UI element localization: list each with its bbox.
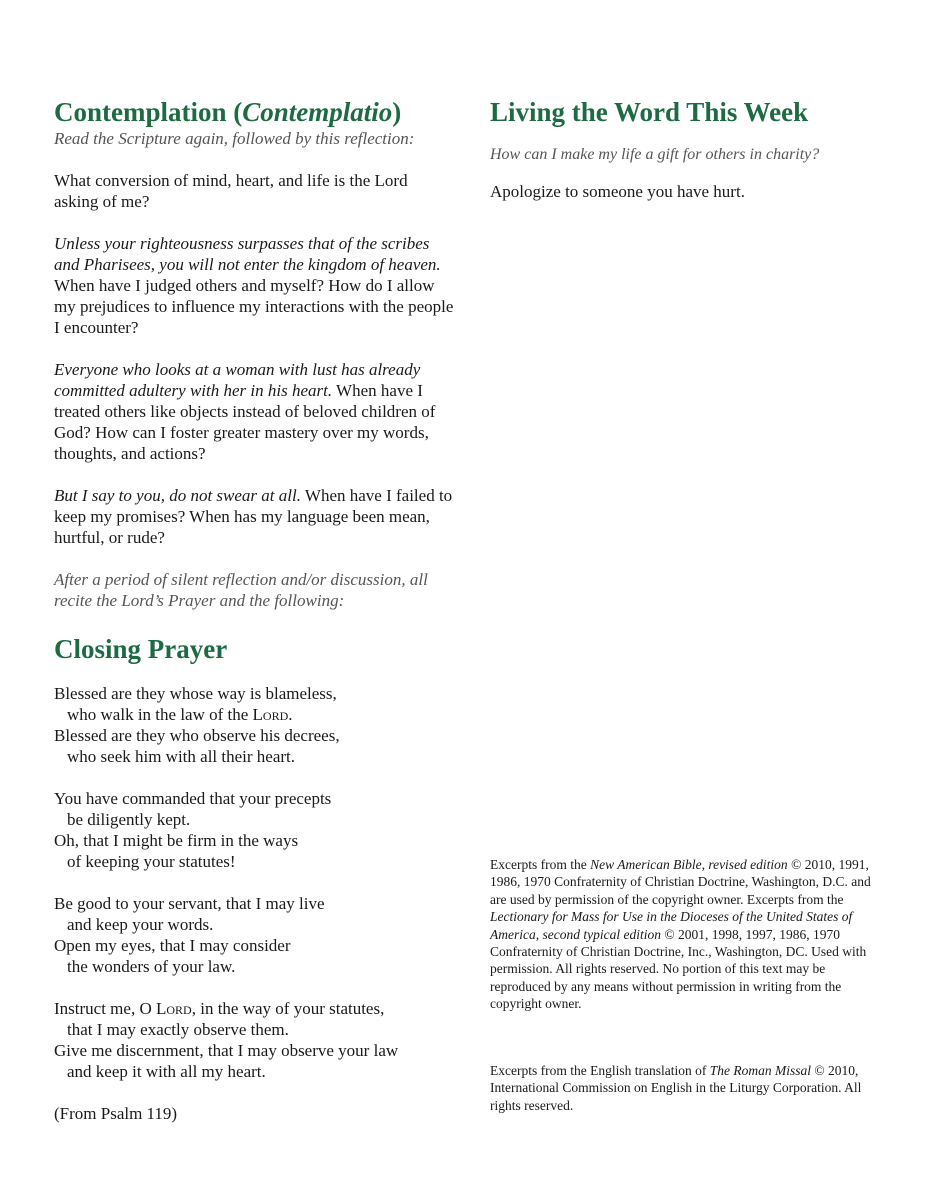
- psalm-stanza: Be good to your servant, that I may live and keep your words. Open my eyes, that I may consider the wonders of your law.: [54, 894, 325, 976]
- reflection-question: What conversion of mind, heart, and life is the Lord asking of me?: [54, 171, 408, 211]
- living-word-heading: Living the Word This Week: [490, 97, 809, 127]
- contemplation-heading: Contemplation (Contemplatio): [54, 97, 402, 127]
- closing-prayer-heading: Closing Prayer: [54, 634, 228, 664]
- living-word-action: Apologize to someone you have hurt.: [490, 182, 745, 201]
- reflection-paragraph: But I say to you, do not swear at all. When have I failed to keep my promises? When has my language been mean, hurtful, or rude?: [54, 486, 453, 547]
- contemplation-latin: Contemplatio: [242, 97, 393, 127]
- left-column: [54, 96, 454, 1124]
- psalm-stanza: Instruct me, O Lord, in the way of your statutes, that I may exactly observe them. Give me discernment, that I may observe your law and keep it with all my heart.: [54, 999, 399, 1081]
- copyright-notice-missal: Excerpts from the English translation of The Roman Missal © 2010, International Commission on English in the Liturgy Corporation. All rights reserved.: [490, 1063, 862, 1113]
- reflection-instruction: After a period of silent reflection and/or discussion, all recite the Lord’s Prayer and the following:: [54, 570, 428, 610]
- living-word-question: How can I make my life a gift for others in charity?: [490, 146, 820, 163]
- psalm-stanza: Blessed are they whose way is blameless, who walk in the law of the Lord. Blessed are they who observe his decrees, who seek him with all their heart.: [54, 684, 340, 766]
- reflection-paragraph: Unless your righteousness surpasses that of the scribes and Pharisees, you will not enter the kingdom of heaven. When have I judged others and myself? How do I allow my prejudices to influence my interactions with the people I encounter?: [54, 234, 454, 337]
- psalm-stanza: You have commanded that your precepts be diligently kept. Oh, that I might be firm in the ways of keeping your statutes!: [54, 789, 332, 871]
- reflection-paragraph: Everyone who looks at a woman with lust has already committed adultery with her in his heart. When have I treated others like objects instead of beloved children of God? How can I foster greater mastery over my words, thoughts, and actions?: [54, 360, 436, 463]
- copyright-notice: Excerpts from the New American Bible, revised edition © 2010, 1991, 1986, 1970 Confraternity of Christian Doctrine, Washington, D.C. and are used by permission of the copyright owner. Excerpts from the Lectionary for Mass for Use in the Dioceses of the United States of America, second typical edition © 2001, 1998, 1997, 1986, 1970 Confraternity of Christian Doctrine, Inc., Washington, DC. Used with permission. All rights reserved. No portion of this text may be reproduced by any means without permission in writing from the copyright owner.: [490, 857, 871, 1012]
- right-column: [490, 96, 890, 202]
- contemplation-intro: Read the Scripture again, followed by this reflection:: [54, 129, 415, 148]
- closing-prayer-section: [54, 633, 454, 1124]
- psalm-source: (From Psalm 119): [54, 1104, 178, 1123]
